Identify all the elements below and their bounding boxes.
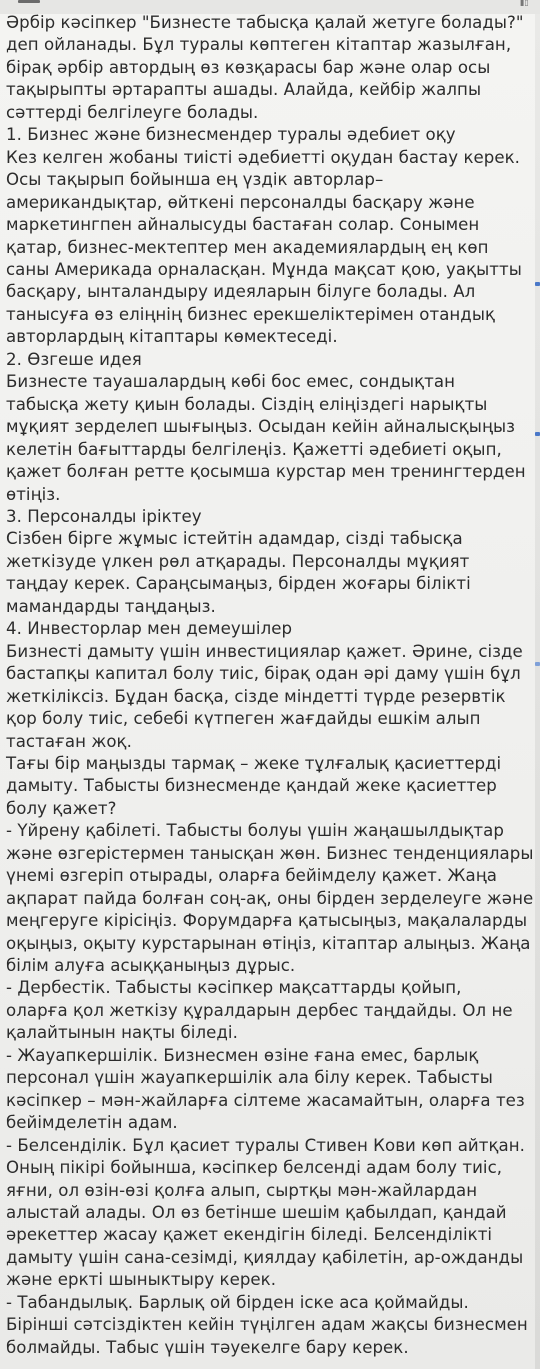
text-line: таңдау керек. Сараңсымаңыз, бірден жоғары білікті (6, 574, 471, 594)
text-line: персонал үшін жауапкершілік ала білу керек. Табысты (6, 1068, 493, 1088)
menu-icon[interactable] (18, 0, 40, 3)
text-line: жеткіліксіз. Бұдан басқа, сізде міндетті түрде резервтік (6, 686, 506, 706)
text-line: алыстай алады. Ол өз бетінше шешім қабылдап, қандай (6, 1203, 507, 1223)
text-line: келетін бағыттарды белгілеңіз. Қажетті әдебиеті оқып, (6, 439, 502, 459)
blue-marker-icon (535, 432, 540, 436)
text-line: қатар, бизнес-мектептер мен академиялардың ең көп (6, 237, 489, 257)
text-line: саны Америкада орналасқан. Мұнда мақсат қою, уақытты (6, 259, 522, 279)
text-line: маркетингпен айналысуды бастаған солар. Сонымен (6, 215, 480, 235)
text-line: кәсіпкер – мән-жайларға сілтеме жасамайтын, оларға тез (6, 1090, 525, 1110)
text-line: қор болу тиіс, себебі күтпеген жағдайды ешкім алып (6, 709, 481, 729)
text-line: американдықтар, өйткені персоналды басқару және (6, 192, 475, 212)
text-line: бірақ әрбір автордың өз көзқарасы бар және олар осы (6, 57, 491, 77)
text-line: әрекеттер жасау қажет екендігін біледі. Белсенділікті (6, 1225, 493, 1245)
text-line: тақырыпты әртарапты ашады. Алайда, кейбір жалпы (6, 80, 482, 100)
text-line: білім алуға асыққаныңыз дұрыс. (6, 956, 296, 976)
text-line: қалайтынын нақты біледі. (6, 1023, 238, 1043)
text-line: өтіңіз. (6, 484, 61, 504)
text-line: басқару, ынталандыру идеяларын білуге болады. Ал (6, 282, 476, 302)
text-line: үнемі өзгеріп отырады, оларға бейімделу қажет. Жаңа (6, 866, 497, 886)
text-line: меңгеруге кірісіңіз. Форумдарға қатысыңыз, мақалаларды (6, 911, 528, 931)
blue-marker-icon (535, 282, 540, 286)
text-line: Бизнесте тауашалардың көбі бос емес, сондықтан (6, 372, 456, 392)
text-line: оларға қол жеткізу құралдарын дербес таңдайды. Ол не (6, 1000, 513, 1020)
text-line: Оның пікірі бойынша, кәсіпкер белсенді адам болу тиіс, (6, 1158, 503, 1178)
text-line: Бірінші сәтсіздіктен кейін түңілген адам жақсы бизнесмен (6, 1315, 528, 1335)
text-line: мұқият зерделеп шығыңыз. Осыдан кейін айналысқыңыз (6, 417, 515, 437)
text-line: - Жауапкершілік. Бизнесмен өзіне ғана емес, барлық (6, 1045, 479, 1065)
text-line: Сізбен бірге жұмыс істейтін адамдар, сізді табысқа (6, 529, 463, 549)
text-line: дамыту үшін сана-сезімді, қиялдау қабілетін, ар-ожданды (6, 1247, 524, 1267)
text-line: оқыңыз, оқыту курстарынан өтіңіз, кітаптар алыңыз. Жаңа (6, 933, 531, 953)
text-line: 3. Персоналды іріктеу (6, 506, 202, 526)
text-line: мамандарды таңдаңыз. (6, 596, 216, 616)
text-line: Тағы бір маңызды тармақ – жеке тұлғалық қасиеттерді (6, 753, 502, 773)
text-line: Бизнесті дамыту үшін инвестициялар қажет. Әрине, сізде (6, 641, 523, 661)
blue-marker-icon (535, 662, 540, 666)
text-line: Осы тақырып бойынша ең үздік авторлар– (6, 170, 384, 190)
text-line: 2. Өзгеше идея (6, 349, 142, 369)
text-line: деп ойланады. Бұл туралы көптеген кітаптар жазылған, (6, 35, 512, 55)
text-line: және еркті шыныктыру керек. (6, 1270, 277, 1290)
text-line: табысқа жету қиын болады. Сіздің еліңіздегі нарықты (6, 394, 488, 414)
text-line: ақпарат пайда болған соң-ақ, оны бірден зерделеуге және (6, 888, 534, 908)
text-line: дамыту. Табысты бизнесменде қандай жеке қасиеттер (6, 776, 497, 796)
text-line: сәттерді белгілеуге болады. (6, 102, 259, 122)
text-line: - Үйрену қабілеті. Табысты болуы үшін жаңашылдықтар (6, 821, 504, 841)
text-line: 4. Инвесторлар мен демеушілер (6, 619, 293, 639)
text-line: жеткізуде үлкен рөл атқарады. Персоналды мұқият (6, 551, 470, 571)
text-line: 1. Бизнес және бизнесмендер туралы әдебиет оқу (6, 125, 456, 145)
article-text (6, 12, 534, 1359)
text-line: яғни, ол өзін-өзі қолға алып, сыртқы мән-жайлардан (6, 1180, 478, 1200)
text-line: тастаған жоқ. (6, 731, 132, 751)
signal-icon: ▮▯ (520, 0, 529, 7)
text-line: және өзгерістермен танысқан жөн. Бизнес тенденциялары (6, 843, 534, 863)
text-line: болу қажет? (6, 798, 117, 818)
text-line: - Табандылық. Барлық ой бірден іске аса қоймайды. (6, 1292, 469, 1312)
text-line: Әрбір кәсіпкер "Бизнесте табысқа қалай жетуге болады?" (6, 13, 524, 32)
text-line: бастапқы капитал болу тиіс, бірақ одан әрі даму үшін бұл (6, 664, 521, 684)
text-line: авторлардың кітаптары көмектеседі. (6, 327, 338, 347)
text-line: бейімделетін адам. (6, 1113, 178, 1133)
text-line: танысуға өз еліңнің бизнес ерекшеліктерімен отандық (6, 304, 496, 324)
text-line: - Дербестік. Табысты кәсіпкер мақсаттарды қойып, (6, 978, 462, 998)
text-line: - Белсенділік. Бұл қасиет туралы Стивен Кови көп айтқан. (6, 1135, 525, 1155)
adjacent-page-strip (535, 14, 540, 1369)
text-line: болмайды. Табыс үшін тәуекелге бару керек. (6, 1337, 409, 1357)
text-line: қажет болған ретте қосымша курстар мен тренингтерден (6, 462, 526, 482)
text-line: Кез келген жобаны тиісті әдебиетті оқудан бастау керек. (6, 147, 521, 167)
